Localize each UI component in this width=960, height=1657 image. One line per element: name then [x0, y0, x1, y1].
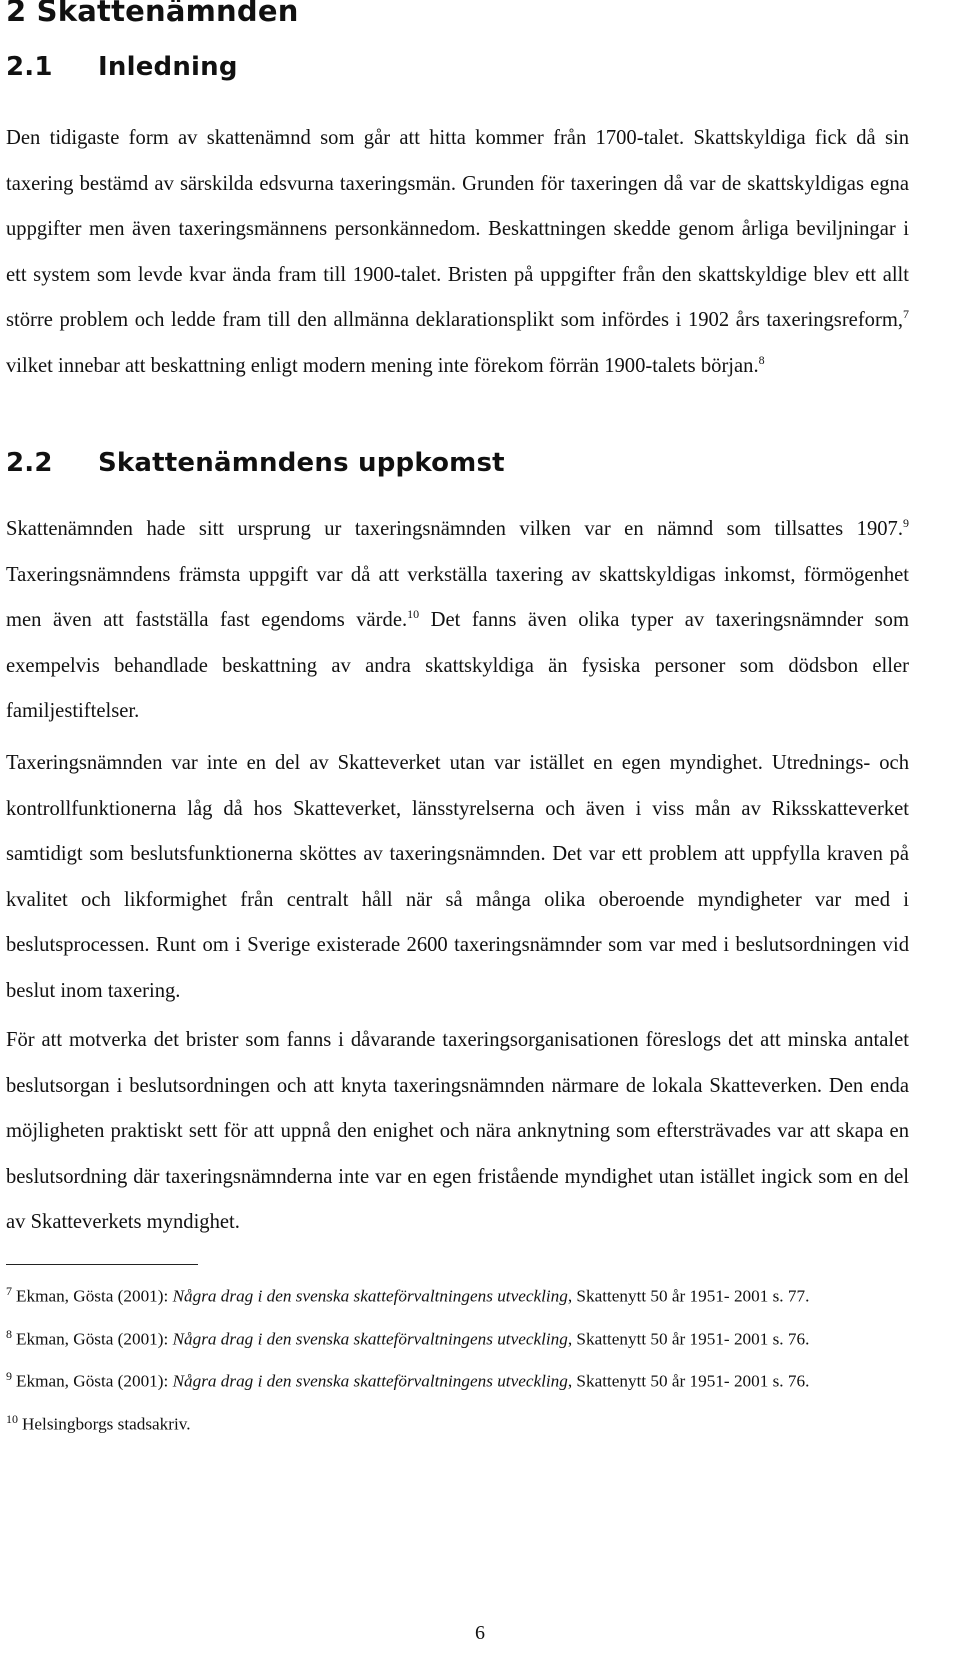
- section-title: Inledning: [98, 52, 238, 82]
- footnote-9: [6, 1365, 809, 1393]
- footnote-text: Ekman, Gösta (2001):: [16, 1329, 173, 1349]
- footnote-7: [6, 1280, 809, 1308]
- paragraph-inledning: [6, 116, 909, 389]
- footnote-title: Några drag i den svenska skatteförvaltningens utveckling: [172, 1329, 568, 1349]
- paragraph-text: vilket innebar att beskattning enligt modern mening inte förekom förrän 1900-talets början.: [6, 354, 759, 377]
- footnote-text: Ekman, Gösta (2001):: [16, 1286, 173, 1306]
- footnote-ref-10[interactable]: 10: [407, 607, 420, 622]
- footnote-number: 8: [6, 1327, 12, 1341]
- footnote-ref-7[interactable]: 7: [903, 307, 909, 322]
- section-number: 2.1: [6, 52, 53, 82]
- footnote-8: [6, 1323, 809, 1351]
- footnote-separator: [6, 1264, 198, 1265]
- footnote-text: Ekman, Gösta (2001):: [16, 1371, 173, 1391]
- paragraph-text: Skattenämnden hade sitt ursprung ur taxeringsnämnden vilken var en nämnd som tillsattes 1907.: [6, 518, 903, 540]
- paragraph-uppkomst-1: [6, 507, 909, 735]
- section-heading-inledning: [6, 52, 238, 82]
- footnote-title: Några drag i den svenska skatteförvaltningens utveckling: [172, 1286, 568, 1306]
- paragraph-text: Taxeringsnämndens främsta uppgift var då att verkställa taxering av skattskyldigas inkomst, förmögenhet men även att fastställa fast egendoms värde.: [6, 563, 909, 631]
- footnote-number: 10: [6, 1412, 18, 1426]
- paragraph-uppkomst-3: För att motverka det brister som fanns i dåvarande taxeringsorganisationen föreslogs det att minska antalet beslutsorgan i beslutsordningen och att knyta taxeringsnämnden närmare de lokala Skatteverken. Den enda möjligheten praktiskt sett för att uppnå den enighet och nära anknytning som eftersträvades var att skapa en beslutsordning där taxeringsnämnderna inte var en egen fristående myndighet utan istället ingick som en del av Skatteverkets myndighet.: [6, 1029, 909, 1233]
- footnote-ref-8[interactable]: 8: [758, 352, 765, 367]
- section-title: Skattenämndens uppkomst: [98, 448, 505, 478]
- chapter-heading: 2 Skattenämnden: [6, 0, 299, 28]
- page-number: 6: [475, 1622, 485, 1644]
- footnote-ref-9[interactable]: 9: [903, 516, 909, 531]
- section-number: 2.2: [6, 448, 53, 478]
- footnote-number: 9: [6, 1369, 12, 1383]
- footnote-text: , Skattenytt 50 år 1951- 2001 s. 77.: [567, 1286, 810, 1306]
- footnote-number: 7: [6, 1284, 12, 1298]
- paragraph-text: Den tidigaste form av skattenämnd som går att hitta kommer från 1700-talet. Skattskyldiga fick då sin taxering bestämd av särskilda edsvurna taxeringsmän. Grunden för taxeringen då var de skattskyldigas egna uppgifter men även taxeringsmännens personkännedom. Beskattningen skedde genom årliga beviljningar i ett system som levde kvar ända fram till 1900-talet. Bristen på uppgifter från den skattskyldige blev ett allt större problem och ledde fram till den allmänna deklarationsplikt som infördes i 1902 års taxeringsreform,: [6, 127, 909, 331]
- footnote-text: , Skattenytt 50 år 1951- 2001 s. 76.: [567, 1371, 810, 1391]
- footnote-text: Helsingborgs stadsakriv.: [22, 1414, 191, 1434]
- section-heading-uppkomst: [6, 448, 505, 478]
- paragraph-text: Det fanns även olika typer av taxeringsnämnder som exempelvis behandlade beskattning av andra skattskyldiga än fysiska personer som dödsbon eller familjestiftelser.: [6, 609, 909, 722]
- paragraph-uppkomst-2: Taxeringsnämnden var inte en del av Skatteverket utan var istället en egen myndighet. Utrednings- och kontrollfunktionerna låg då hos Skatteverket, länsstyrelserna och även i viss mån av Riksskatteverket samtidigt som beslutsfunktionerna sköttes av taxeringsnämnden. Det var ett problem att uppfylla kraven på kvalitet och likformighet från centralt håll när så många olika oberoende myndigheter var med i beslutsprocessen. Runt om i Sverige existerade 2600 taxeringsnämnder som var med i beslutsordningen vid beslut inom taxering.: [6, 752, 909, 1002]
- footnote-title: Några drag i den svenska skatteförvaltningens utveckling: [172, 1371, 568, 1391]
- footnote-10: [6, 1408, 191, 1436]
- footnote-text: , Skattenytt 50 år 1951- 2001 s. 76.: [567, 1329, 810, 1349]
